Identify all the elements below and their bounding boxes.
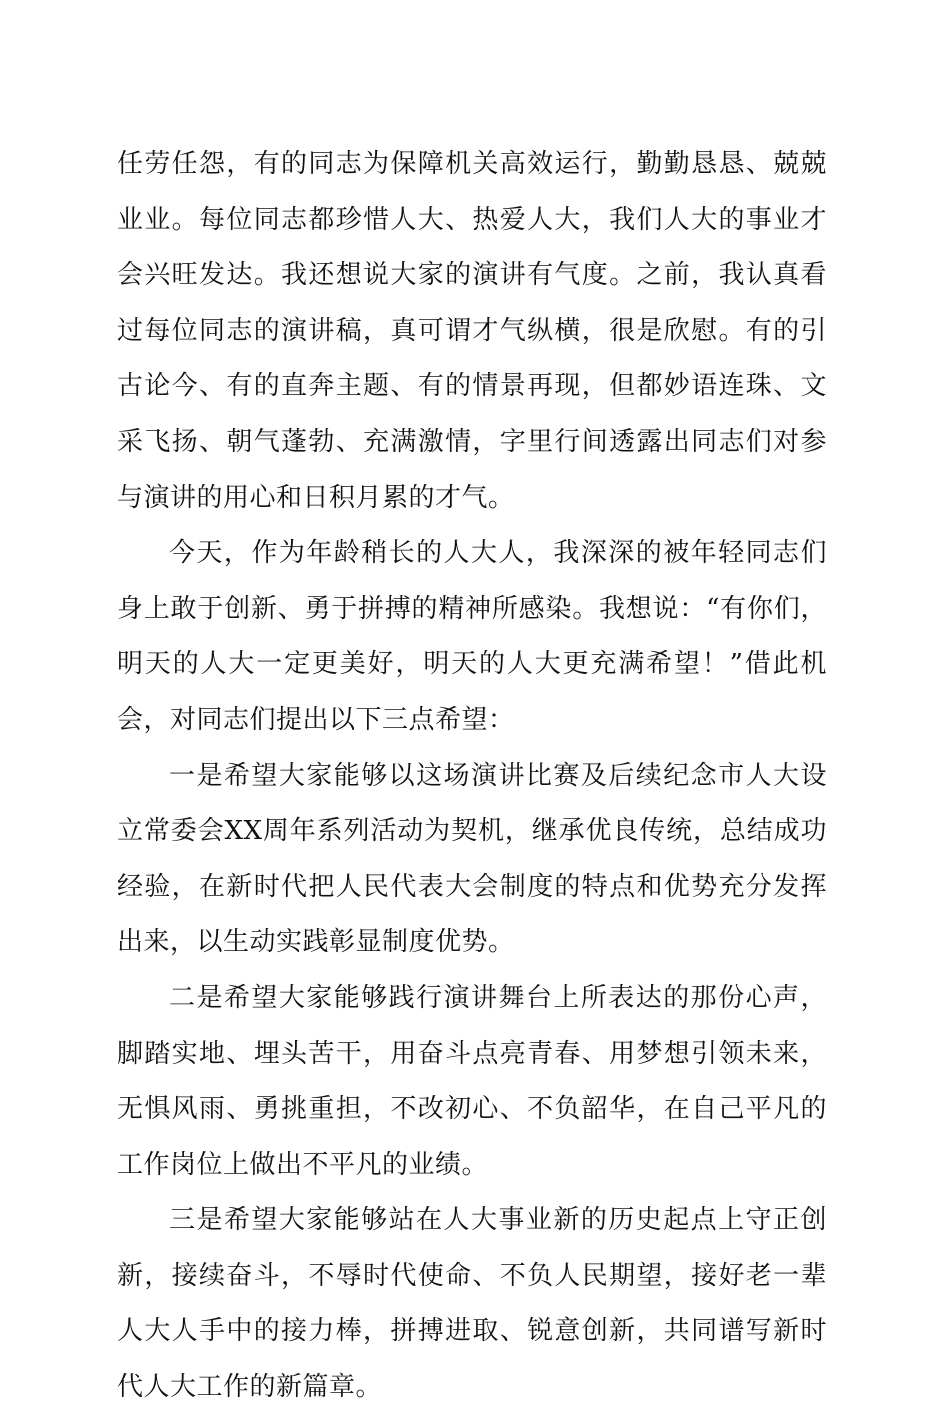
paragraph-hope-one: 一是希望大家能够以这场演讲比赛及后续纪念市人大设立常委会XX周年系列活动为契机，继承优良传统，总结成功经验，在新时代把人民代表大会制度的特点和优势充分发挥出来，以生动实践彰显制度优势。 — [117, 760, 827, 958]
paragraph-today: 今天，作为年龄稍长的人大人，我深深的被年轻同志们身上敢于创新、勇于拼搏的精神所感染。我想说：“有你们，明天的人大一定更美好，明天的人大更充满希望！”借此机会，对同志们提出以下三点希望： — [117, 538, 827, 735]
paragraph-continuation: 任劳任怨，有的同志为保障机关高效运行，勤勤恳恳、兢兢业业。每位同志都珍惜人大、热爱人大，我们人大的事业才会兴旺发达。我还想说大家的演讲有气度。之前，我认真看过每位同志的演讲稿，真可谓才气纵横，很是欣慰。有的引古论今、有的直奔主题、有的情景再现，但都妙语连珠、文采飞扬、朝气蓬勃、充满激情，字里行间透露出同志们对参与演讲的用心和日积月累的才气。 — [117, 149, 827, 513]
paragraph-hope-three: 三是希望大家能够站在人大事业新的历史起点上守正创新，接续奋斗，不辱时代使命、不负人民期望，接好老一辈人大人手中的接力棒，拼搏进取、锐意创新，共同谱写新时代人大工作的新篇章。 — [117, 1205, 827, 1403]
paragraph-hope-two: 二是希望大家能够践行演讲舞台上所表达的那份心声，脚踏实地、埋头苦干，用奋斗点亮青春、用梦想引领未来，无惧风雨、勇挑重担，不改初心、不负韶华，在自己平凡的工作岗位上做出不平凡的业绩。 — [117, 982, 827, 1180]
document-body — [117, 137, 827, 1416]
